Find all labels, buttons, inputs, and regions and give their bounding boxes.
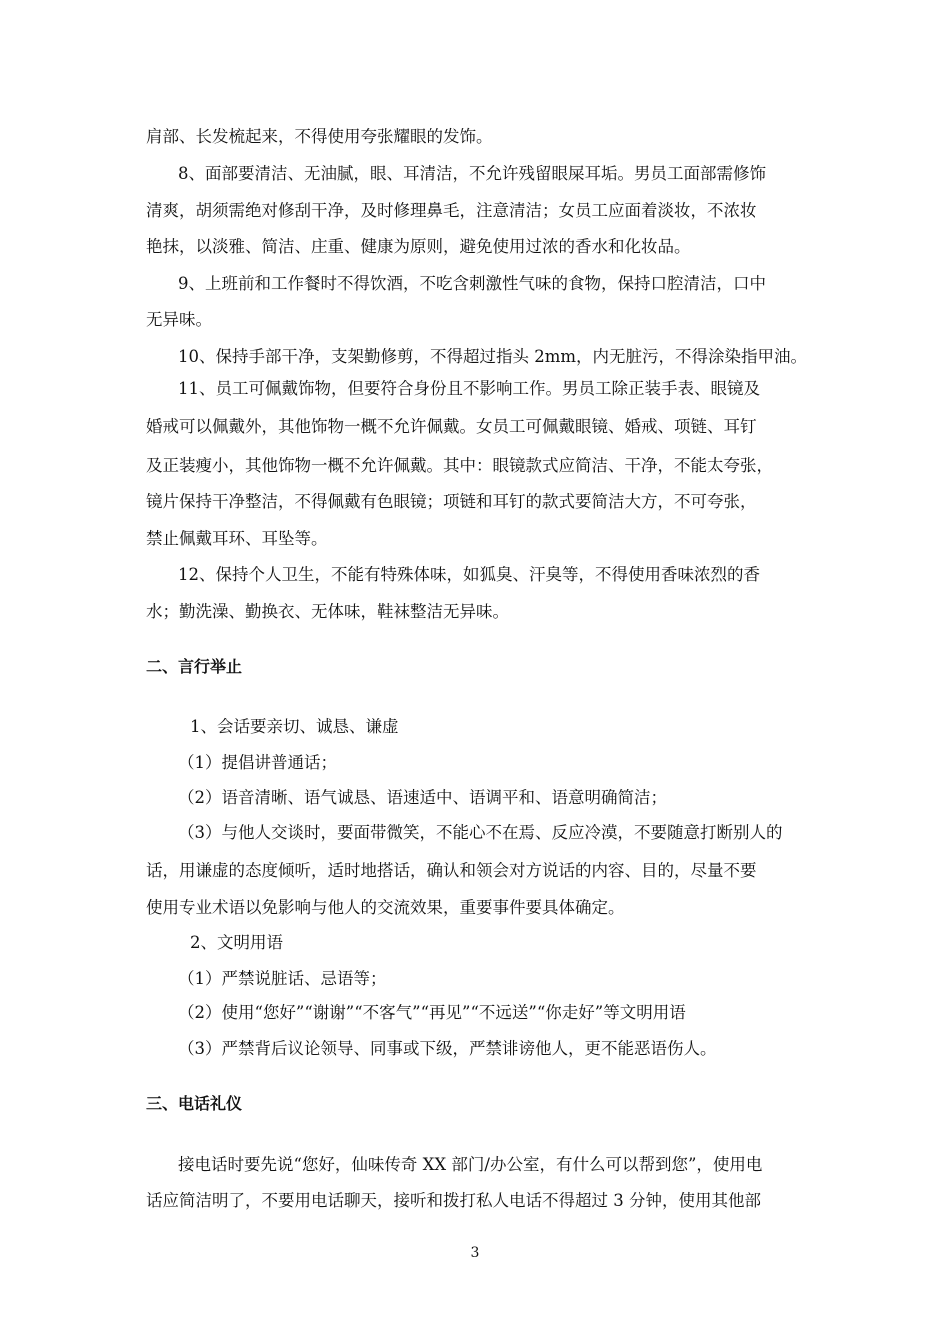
text-line: 接电话时要先说“您好，仙味传奇 XX 部门/办公室，有什么可以帮到您”，使用电 xyxy=(178,1155,763,1174)
page-number: 3 xyxy=(470,1245,480,1261)
text-line: 话，用谦虚的态度倾听，适时地搭话，确认和领会对方说话的内容、目的，尽量不要 xyxy=(146,861,757,880)
text-line: 清爽，胡须需绝对修刮干净，及时修理鼻毛，注意清洁；女员工应面着淡妆，不浓妆 xyxy=(146,201,757,220)
text-line: （1）严禁说脏话、忌语等； xyxy=(178,969,387,988)
text-line: 使用专业术语以免影响与他人的交流效果，重要事件要具体确定。 xyxy=(146,898,625,917)
section-heading: 三、电话礼仪 xyxy=(146,1094,243,1113)
text-line: 镜片保持干净整洁，不得佩戴有色眼镜；项链和耳钉的款式要简洁大方，不可夸张， xyxy=(146,492,757,511)
text-line: （3）与他人交谈时，要面带微笑，不能心不在焉、反应冷漠，不要随意打断别人的 xyxy=(178,823,783,842)
text-line: 2、文明用语 xyxy=(190,933,283,952)
section-heading: 二、言行举止 xyxy=(146,657,243,676)
text-line: 婚戒可以佩戴外，其他饰物一概不允许佩戴。女员工可佩戴眼镜、婚戒、项链、耳钉 xyxy=(146,417,757,436)
text-line: 及正装瘦小，其他饰物一概不允许佩戴。其中：眼镜款式应简洁、干净，不能太夸张， xyxy=(146,456,773,475)
text-line: 肩部、长发梳起来，不得使用夸张耀眼的发饰。 xyxy=(146,127,493,146)
text-line: 11、员工可佩戴饰物，但要符合身份且不影响工作。男员工除正装手表、眼镜及 xyxy=(178,379,760,398)
text-line: 水；勤洗澡、勤换衣、无体味，鞋袜整洁无异味。 xyxy=(146,602,509,621)
text-line: （3）严禁背后议论领导、同事或下级，严禁诽谤他人，更不能恶语伤人。 xyxy=(178,1039,717,1058)
text-line: 禁止佩戴耳环、耳坠等。 xyxy=(146,529,328,548)
text-line: （2）语音清晰、语气诚恳、语速适中、语调平和、语意明确简洁； xyxy=(178,788,667,807)
text-line: （2）使用“您好”“谢谢”“不客气”“再见”“不远送”“你走好”等文明用语 xyxy=(178,1003,686,1022)
text-line: 话应简洁明了，不要用电话聊天，接听和拨打私人电话不得超过 3 分钟，使用其他部 xyxy=(146,1191,761,1210)
text-line: 9、上班前和工作餐时不得饮酒，不吃含刺激性气味的食物，保持口腔清洁，口中 xyxy=(178,274,766,293)
text-line: 1、会话要亲切、诚恳、谦虚 xyxy=(190,717,399,736)
text-line: 8、面部要清洁、无油腻，眼、耳清洁，不允许残留眼屎耳垢。男员工面部需修饰 xyxy=(178,164,766,183)
text-line: 无异味。 xyxy=(146,310,212,329)
text-line: 12、保持个人卫生，不能有特殊体味，如狐臭、汗臭等，不得使用香味浓烈的香 xyxy=(178,565,760,584)
text-line: （1）提倡讲普通话； xyxy=(178,753,337,772)
text-line: 10、保持手部干净，支架勤修剪，不得超过指头 2mm，内无脏污，不得涂染指甲油。 xyxy=(178,347,808,366)
text-line: 艳抹，以淡雅、简洁、庄重、健康为原则，避免使用过浓的香水和化妆品。 xyxy=(146,237,691,256)
